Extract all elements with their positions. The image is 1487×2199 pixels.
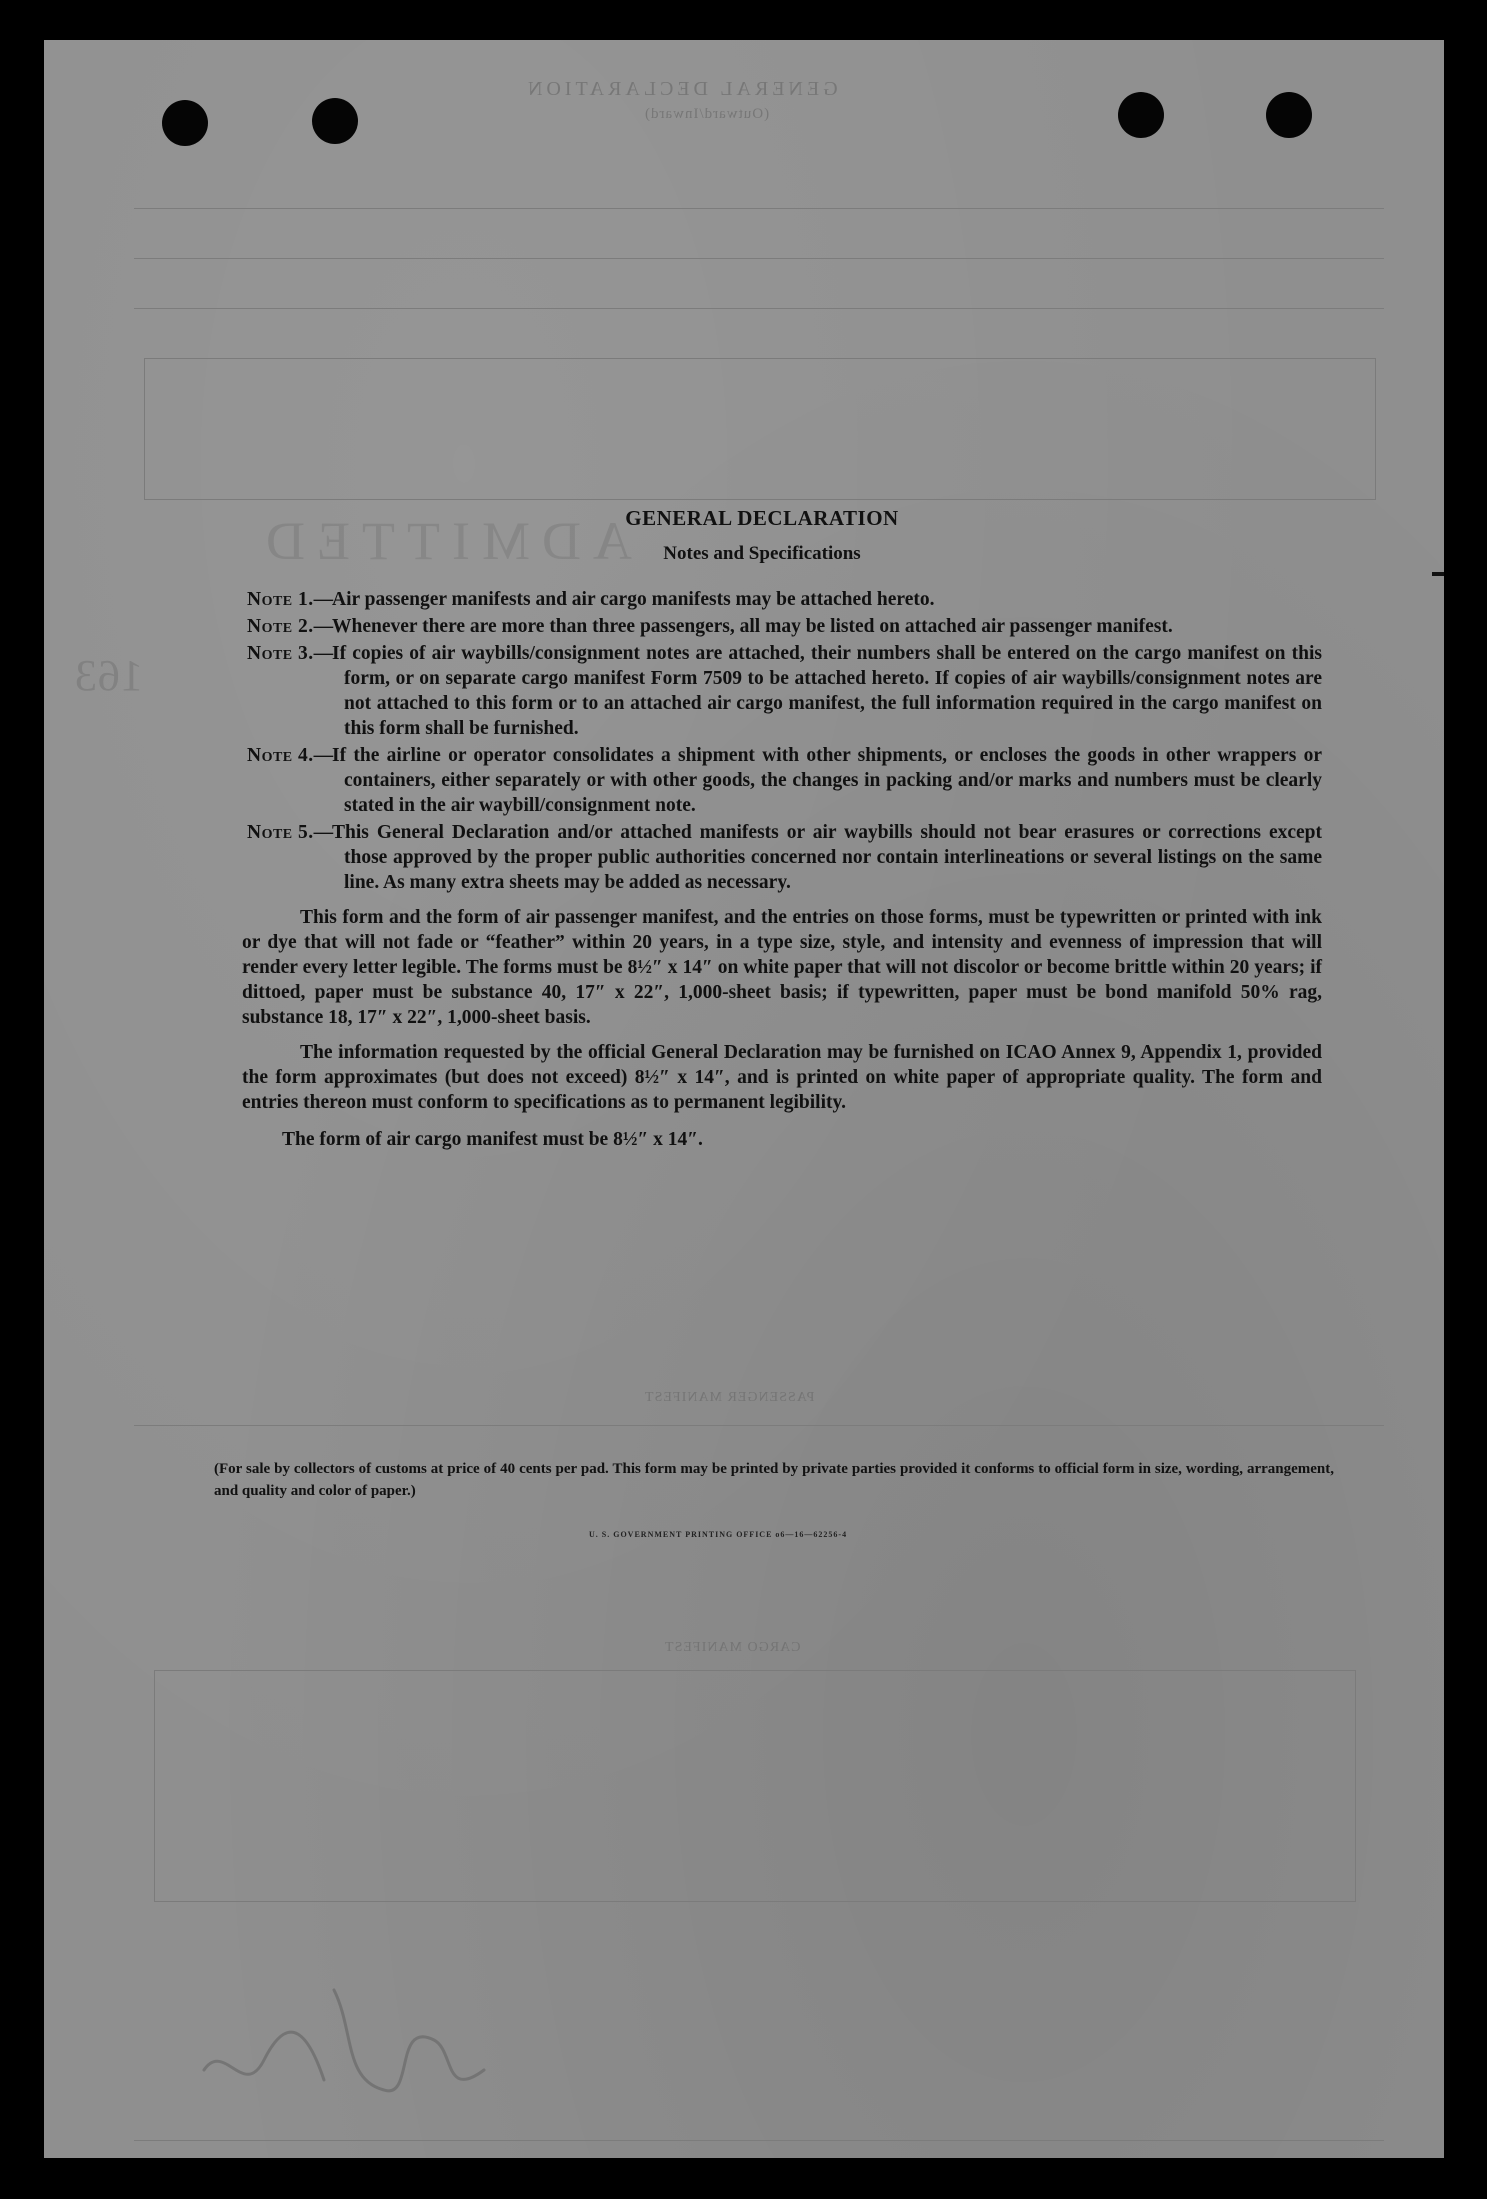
bleedthrough-rule bbox=[134, 2140, 1384, 2141]
note-text: Air passenger manifests and air cargo manifests may be attached hereto. bbox=[332, 589, 935, 610]
paragraph-form-requirements: This form and the form of air passenger manifest, and the entries on those forms, must be typewritten or printed with ink or dye that will not fade or “feather” within 20 years, in a type size, style, and intensity and evenness of impression that will render every letter legible. The forms must be 8½″ x 14″ on white paper that will not discolor or become brittle within 20 years; if dittoed, paper must be substance 40, 17″ x 22″, 1,000-sheet basis; if typewritten, paper must be bond manifold 50% rag, substance 18, 17″ x 22″, 1,000-sheet basis. bbox=[242, 907, 1322, 1028]
note-1 bbox=[202, 587, 1322, 612]
punch-hole bbox=[312, 98, 358, 144]
note-5 bbox=[202, 820, 1322, 895]
document-page bbox=[44, 40, 1444, 2158]
bleedthrough-rule bbox=[134, 208, 1384, 209]
note-text: Whenever there are more than three passengers, all may be listed on attached air passenger manifest. bbox=[332, 616, 1173, 637]
printing-office-line: U. S. GOVERNMENT PRINTING OFFICE o6—16—62256-4 bbox=[589, 1530, 848, 1539]
note-text: This General Declaration and/or attached manifests or air waybills should not bear erasures or corrections except those approved by the proper public authorities concerned nor contain interlineations or several listings on the same line. As many extra sheets may be added as necessary. bbox=[332, 822, 1322, 893]
page-title: GENERAL DECLARATION bbox=[625, 506, 899, 530]
punch-hole bbox=[1118, 92, 1164, 138]
sale-notice: (For sale by collectors of customs at price of 40 cents per pad. This form may be printed by private parties provided it conforms to official form in size, wording, arrangement, and quality and color of paper.) bbox=[214, 1461, 1334, 1499]
punch-hole bbox=[162, 100, 208, 146]
bleedthrough-table bbox=[144, 358, 1376, 500]
edge-mark bbox=[1432, 572, 1444, 576]
note-text: If the airline or operator consolidates a shipment with other shipments, or encloses the goods in other wrappers or containers, either separately or with other goods, the changes in packing and/or marks and numbers must be clearly stated in the air waybill/consignment note. bbox=[332, 745, 1322, 816]
note-3 bbox=[202, 641, 1322, 741]
bleedthrough-heading: GENERAL DECLARATION bbox=[524, 78, 838, 100]
punch-hole bbox=[1266, 92, 1312, 138]
note-label: Note 4.— bbox=[247, 745, 334, 766]
note-label: Note 5.— bbox=[247, 822, 334, 843]
bleedthrough-admitted-stamp: ADMITTED bbox=[254, 511, 632, 571]
note-label: Note 3.— bbox=[247, 643, 334, 664]
bleedthrough-cargo-manifest: CARGO MANIFEST bbox=[664, 1640, 801, 1655]
bleedthrough-table bbox=[154, 1670, 1356, 1902]
note-label: Note 1.— bbox=[247, 589, 334, 610]
note-2 bbox=[202, 614, 1322, 639]
notes-section bbox=[202, 480, 1322, 1152]
cargo-manifest-size: The form of air cargo manifest must be 8½″ x 14″. bbox=[282, 1129, 703, 1150]
paragraph-icao: The information requested by the official General Declaration may be furnished on ICAO Annex 9, Appendix 1, provided the form approximates (but does not exceed) 8½″ x 14″, and is printed on white paper of appropriate quality. The form and entries thereon must conform to specifications as to permanent legibility. bbox=[242, 1042, 1322, 1113]
bleedthrough-rule bbox=[134, 308, 1384, 309]
bleedthrough-passenger-manifest: PASSENGER MANIFEST bbox=[644, 1390, 815, 1405]
bleedthrough-rule bbox=[134, 258, 1384, 259]
note-4 bbox=[202, 743, 1322, 818]
note-text: If copies of air waybills/consignment notes are attached, their numbers shall be entered on the cargo manifest on this form, or on separate cargo manifest Form 7509 to be attached hereto. If copies of air waybills/consignment notes are not attached to this form or to an attached air cargo manifest, the full information required in the cargo manifest on this form shall be furnished. bbox=[332, 643, 1322, 739]
bleedthrough-heading-sub: (Outward/Inward) bbox=[644, 106, 770, 122]
page-subtitle: Notes and Specifications bbox=[663, 543, 861, 564]
bleedthrough-stamp-number: 163 bbox=[74, 651, 143, 700]
signature bbox=[184, 1960, 504, 2120]
note-label: Note 2.— bbox=[247, 616, 334, 637]
bleedthrough-rule bbox=[134, 1425, 1384, 1426]
